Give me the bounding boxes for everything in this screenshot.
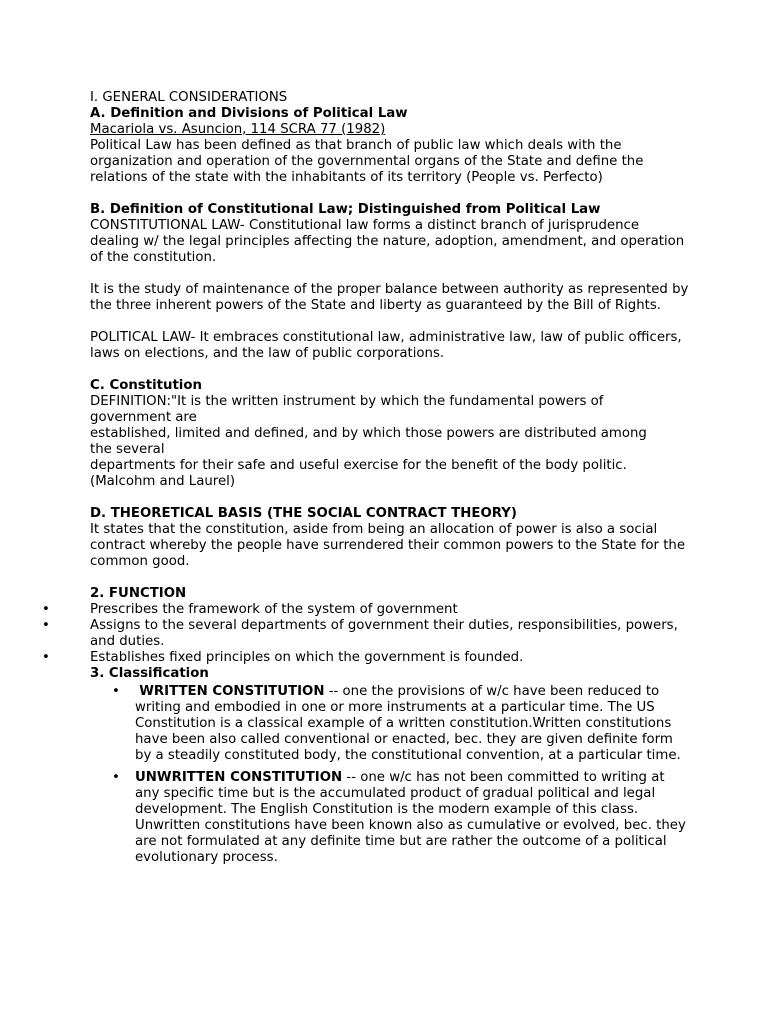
section-title: I. GENERAL CONSIDERATIONS [90, 90, 288, 105]
list-item [42, 650, 690, 666]
definition-line-3: established, limited and defined, and by which those powers are distributed among [90, 426, 647, 441]
definition-line-6: (Malcohm and Laurel) [90, 474, 236, 489]
bullet-icon: • [42, 618, 50, 633]
definition-line-1: DEFINITION:"It is the written instrument by which the fundamental powers of [90, 394, 604, 409]
unwritten-constitution-term: UNWRITTEN CONSTITUTION [135, 770, 343, 785]
paragraph-political-law-scope: POLITICAL LAW- It embraces constitutional law, administrative law, law of public officers, laws on elections, and the law of public corporations. [90, 330, 682, 361]
list-item [90, 770, 690, 866]
bullet-icon: • [112, 770, 120, 785]
paragraph-social-contract: It states that the constitution, aside from being an allocation of power is also a social contract whereby the people have surrendered their common powers to the State for the common good. [90, 522, 686, 569]
paragraph-constitutional-law: CONSTITUTIONAL LAW- Constitutional law forms a distinct branch of jurisprudence dealing w/ the legal principles affecting the nature, adoption, amendment, and operation of the constitution. [90, 218, 685, 265]
list-item [90, 684, 690, 764]
document-page [42, 90, 690, 866]
function-item-3: Establishes fixed principles on which the government is founded. [90, 650, 524, 665]
heading-c: C. Constitution [90, 378, 202, 393]
written-constitution-term: WRITTEN CONSTITUTION [139, 684, 325, 699]
heading-function: 2. FUNCTION [90, 586, 187, 601]
bullet-icon: • [112, 684, 120, 699]
heading-d: D. THEORETICAL BASIS (THE SOCIAL CONTRACT THEORY) [90, 506, 517, 521]
definition-line-5: departments for their safe and useful exercise for the benefit of the body politic. [90, 458, 627, 473]
list-item [42, 618, 690, 650]
paragraph-political-law: Political Law has been defined as that branch of public law which deals with the organization and operation of the governmental organs of the State and define the relations of the state with the inhabitants of its territory (People vs. Perfecto) [90, 138, 644, 185]
written-constitution-text: -- one the provisions of w/c have been reduced to writing and embodied in one or more instruments at a particular time. The US Constitution is a classical example of a written constitution.Written constitutions have been also called conventional or enacted, bec. they are given definite form by a steadily constituted body, the constitutional convention, at a particular time. [135, 684, 681, 763]
bullet-icon: • [42, 650, 50, 665]
bullet-icon: • [42, 602, 50, 617]
definition-line-2: government are [90, 410, 197, 425]
list-item [42, 602, 690, 618]
heading-b: B. Definition of Constitutional Law; Distinguished from Political Law [90, 202, 601, 217]
case-citation: Macariola vs. Asuncion, 114 SCRA 77 (1982) [90, 122, 386, 137]
unwritten-constitution-text: -- one w/c has not been committed to writing at any specific time but is the accumulated product of gradual political and legal development. The English Constitution is the modern example of this class. Unwritten constitutions have been known also as cumulative or evolved, bec. they are not formulated at any definite time but are rather the outcome of a political evolutionary process. [135, 770, 686, 865]
heading-a: A. Definition and Divisions of Political Law [90, 106, 408, 121]
paragraph-balance: It is the study of maintenance of the proper balance between authority as represented by the three inherent powers of the State and liberty as guaranteed by the Bill of Rights. [90, 282, 689, 313]
definition-line-4: the several [90, 442, 165, 457]
written-constitution-item [135, 684, 690, 764]
heading-classification: 3. Classification [90, 666, 209, 681]
function-item-2: Assigns to the several departments of government their duties, responsibilities, powers, and duties. [90, 618, 678, 649]
function-item-1: Prescribes the framework of the system of government [90, 602, 458, 617]
unwritten-constitution-item [135, 770, 690, 866]
